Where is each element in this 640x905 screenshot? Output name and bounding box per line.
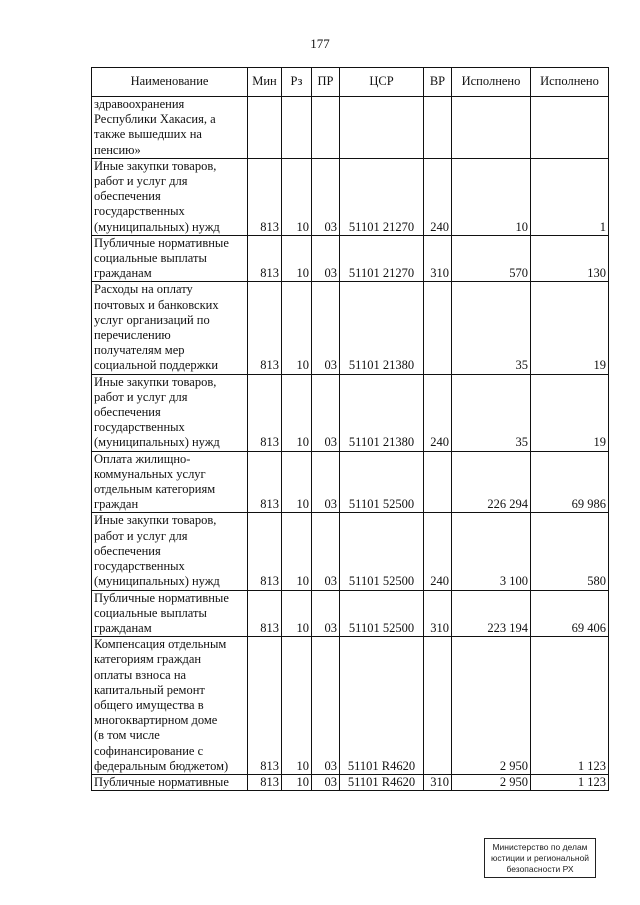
cell-name [92,774,248,790]
cell-rz [282,97,312,159]
name-line: гражданам [94,620,152,635]
cell-name [92,451,248,513]
stamp-line: безопасности РХ [506,864,574,874]
cell-executed-1: 226 294 [452,451,531,513]
name-line: почтовых и банковских [94,297,219,312]
cell-name [92,282,248,374]
cell-vr: 240 [424,158,452,235]
name-line: оплаты взноса на [94,667,187,682]
name-line: Публичные нормативные [94,590,229,605]
name-line: Расходы на оплату [94,282,193,297]
header-executed-2: Исполнено [531,68,609,97]
cell-csr: 51101 52500 [340,513,424,590]
name-line: также вышедших на [94,127,202,142]
cell-executed-2: 19 [531,282,609,374]
cell-vr: 240 [424,374,452,451]
cell-executed-1: 35 [452,374,531,451]
name-line: Иные закупки товаров, [94,374,217,389]
cell-vr: 240 [424,513,452,590]
ministry-stamp [484,838,596,878]
cell-pr: 03 [312,282,340,374]
cell-csr: 51101 52500 [340,451,424,513]
cell-executed-2: 1 123 [531,774,609,790]
cell-pr: 03 [312,374,340,451]
cell-vr [424,282,452,374]
name-line: (муниципальных) нужд [94,435,220,450]
cell-pr: 03 [312,235,340,282]
name-line: пенсию» [94,142,141,157]
cell-min: 813 [248,513,282,590]
cell-rz: 10 [282,282,312,374]
cell-pr [312,97,340,159]
table-row [92,97,609,159]
cell-executed-1: 2 950 [452,774,531,790]
cell-rz: 10 [282,637,312,775]
name-line: софинансирование с [94,743,204,758]
cell-min: 813 [248,451,282,513]
cell-vr: 310 [424,774,452,790]
cell-rz: 10 [282,374,312,451]
cell-executed-1 [452,97,531,159]
cell-rz: 10 [282,590,312,637]
cell-min [248,97,282,159]
cell-executed-2: 69 406 [531,590,609,637]
cell-min: 813 [248,158,282,235]
table-row [92,282,609,374]
name-line: государственных [94,559,185,574]
cell-pr: 03 [312,158,340,235]
name-line: получателям мер [94,343,185,358]
cell-rz: 10 [282,774,312,790]
name-line: государственных [94,420,185,435]
name-line: категориям граждан [94,652,202,667]
cell-executed-1: 35 [452,282,531,374]
name-line: социальные выплаты [94,605,207,620]
cell-csr [340,97,424,159]
table-row [92,158,609,235]
cell-vr: 310 [424,590,452,637]
cell-name [92,513,248,590]
cell-csr: 51101 21380 [340,374,424,451]
table-row [92,374,609,451]
cell-pr: 03 [312,590,340,637]
cell-min: 813 [248,590,282,637]
table-body [92,97,609,791]
cell-csr: 51101 R4620 [340,774,424,790]
table-row [92,774,609,790]
table-row [92,513,609,590]
name-line: Иные закупки товаров, [94,158,217,173]
name-line: гражданам [94,266,152,281]
cell-vr [424,97,452,159]
name-line: Иные закупки товаров, [94,513,217,528]
name-line: государственных [94,204,185,219]
name-line: здравоохранения [94,97,185,111]
cell-name [92,590,248,637]
header-vr: ВР [424,68,452,97]
cell-csr: 51101 21270 [340,158,424,235]
cell-pr: 03 [312,451,340,513]
cell-executed-2 [531,97,609,159]
cell-min: 813 [248,235,282,282]
cell-vr: 310 [424,235,452,282]
budget-table [91,67,609,791]
name-line: социальной поддержки [94,358,219,373]
name-line: Республики Хакасия, а [94,112,216,127]
header-name: Наименование [92,68,248,97]
cell-csr: 51101 52500 [340,590,424,637]
header-executed-1: Исполнено [452,68,531,97]
cell-rz: 10 [282,451,312,513]
cell-csr: 51101 21380 [340,282,424,374]
cell-executed-2: 1 [531,158,609,235]
cell-name [92,158,248,235]
name-line: услуг организаций по [94,312,210,327]
cell-name [92,374,248,451]
cell-min: 813 [248,374,282,451]
cell-min: 813 [248,282,282,374]
name-line: социальные выплаты [94,251,207,266]
cell-executed-2: 69 986 [531,451,609,513]
cell-name [92,235,248,282]
cell-csr: 51101 R4620 [340,637,424,775]
name-line: Компенсация отдельным [94,637,227,652]
cell-executed-1: 3 100 [452,513,531,590]
name-line: (в том числе [94,728,160,743]
cell-name [92,97,248,159]
cell-min: 813 [248,774,282,790]
cell-executed-2: 1 123 [531,637,609,775]
name-line: (муниципальных) нужд [94,219,220,234]
stamp-line: юстиции и региональной [490,853,590,863]
name-line: перечислению [94,328,171,343]
stamp-line: Министерство по делам [492,842,588,852]
cell-executed-1: 2 950 [452,637,531,775]
table-row [92,590,609,637]
name-line: капитальный ремонт [94,682,205,697]
name-line: Публичные нормативные [94,235,229,250]
name-line: федеральным бюджетом) [94,758,229,773]
cell-rz: 10 [282,513,312,590]
cell-vr [424,637,452,775]
header-csr: ЦСР [340,68,424,97]
cell-rz: 10 [282,235,312,282]
table-row [92,235,609,282]
name-line: работ и услуг для [94,528,188,543]
name-line: Оплата жилищно- [94,451,191,466]
cell-executed-2: 19 [531,374,609,451]
name-line: отдельным категориям [94,482,216,497]
cell-executed-1: 570 [452,235,531,282]
cell-executed-2: 580 [531,513,609,590]
cell-vr [424,451,452,513]
cell-executed-1: 223 194 [452,590,531,637]
name-line: общего имущества в [94,697,204,712]
table-row [92,451,609,513]
name-line: обеспечения [94,189,161,204]
name-line: работ и услуг для [94,389,188,404]
cell-executed-2: 130 [531,235,609,282]
name-line: граждан [94,497,139,512]
name-line: (муниципальных) нужд [94,574,220,589]
name-line: коммунальных услуг [94,466,206,481]
cell-executed-1: 10 [452,158,531,235]
cell-pr: 03 [312,637,340,775]
cell-pr: 03 [312,513,340,590]
table-header-row [92,68,609,97]
cell-csr: 51101 21270 [340,235,424,282]
table-row [92,637,609,775]
header-min: Мин [248,68,282,97]
cell-rz: 10 [282,158,312,235]
name-line: обеспечения [94,405,161,420]
name-line: многоквартирном доме [94,713,218,728]
header-pr: ПР [312,68,340,97]
name-line: Публичные нормативные [94,774,229,789]
cell-min: 813 [248,637,282,775]
name-line: обеспечения [94,543,161,558]
cell-pr: 03 [312,774,340,790]
cell-name [92,637,248,775]
page-number: 177 [310,36,330,51]
header-rz: Рз [282,68,312,97]
name-line: работ и услуг для [94,174,188,189]
